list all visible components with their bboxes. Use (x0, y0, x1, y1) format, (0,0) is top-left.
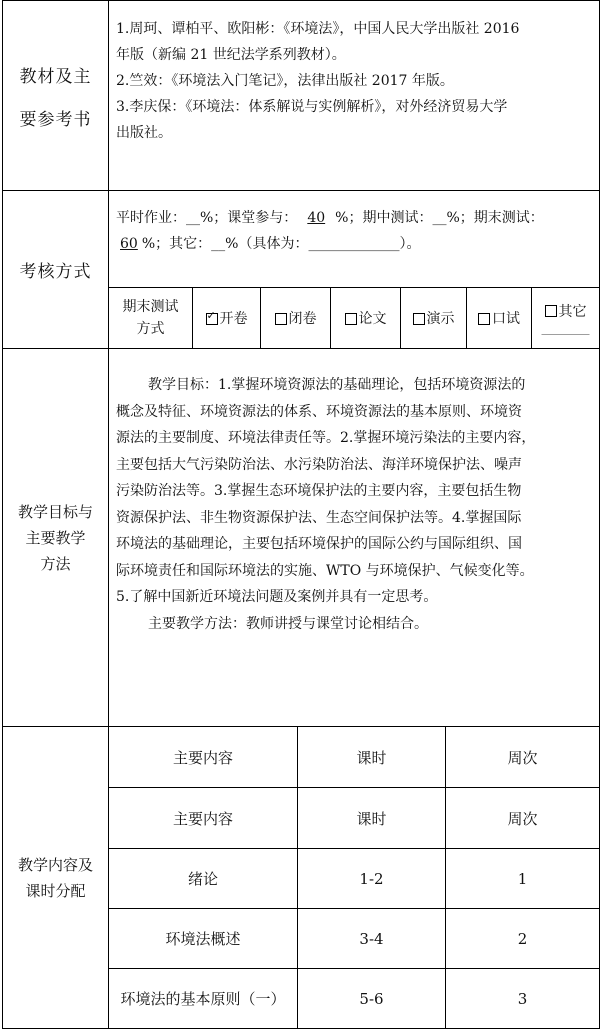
other-value: __ (211, 236, 226, 252)
textbooks-label (3, 1, 108, 190)
schedule-label-line: 教学内容及 (17, 855, 93, 874)
option-label: 开卷 (219, 311, 248, 327)
option-closed-book[interactable] (261, 288, 330, 348)
teaching-methods: 主要教学方法：教师讲授与课堂讨论相结合。 (148, 615, 428, 632)
cell-text: 2 (517, 929, 528, 948)
checkbox-icon[interactable] (478, 313, 490, 325)
border-bottom (2, 1028, 600, 1029)
table-cell-week (446, 909, 599, 968)
participation-value: 40 (307, 210, 326, 226)
objectives-text (116, 372, 598, 637)
assessment-label-text: 考核方式 (19, 262, 92, 282)
objectives-label-line: 教学目标与 (17, 502, 93, 521)
cell-text: 课时 (356, 809, 387, 828)
final-exam-format-line: 方式 (136, 321, 165, 337)
cell-text: 周次 (507, 809, 538, 828)
option-presentation[interactable] (401, 288, 466, 348)
header-content-text: 主要内容 (172, 748, 233, 767)
checkbox-icon[interactable] (413, 313, 425, 325)
cell-text: 5-6 (359, 989, 384, 1008)
table-cell-week (446, 849, 599, 908)
cell-text: 1-2 (359, 869, 384, 888)
final-label: %；期末测试： (446, 210, 544, 226)
checkbox-icon[interactable] (345, 313, 357, 325)
schedule-header-content (109, 727, 297, 787)
objective-line: 污染防治法等。3.掌握生态环境保护法的主要内容，主要包括生物 (116, 483, 522, 499)
participation-label: %；课堂参与： (200, 210, 298, 226)
assessment-line-2 (116, 231, 596, 257)
assessment-label (3, 191, 108, 348)
cell-text: 环境法概述 (165, 930, 241, 948)
textbooks-label-line: 要参考书 (19, 109, 92, 130)
option-label: 演示 (426, 311, 455, 327)
checkbox-checked-icon[interactable] (206, 313, 218, 325)
textbook-item: 年版（新编 21 世纪法学系列教材）。 (116, 47, 346, 63)
other-label: %；其它： (141, 236, 212, 252)
textbook-item: 出版社。 (116, 125, 172, 141)
objectives-label-line: 方法 (40, 554, 71, 573)
assessment-weights (116, 205, 596, 257)
final-exam-format-label (109, 288, 192, 348)
homework-value: __ (186, 210, 200, 226)
cell-text: 环境法的基本原则（一） (120, 990, 286, 1008)
option-label: 其它 (558, 304, 587, 320)
option-open-book[interactable] (193, 288, 260, 348)
header-week-text: 周次 (507, 748, 538, 767)
objective-line: 5.了解中国新近环境法问题及案例并具有一定思考。 (116, 589, 438, 605)
textbook-item: 3.李庆保：《环境法：体系解说与实例解析》，对外经济贸易大学 (116, 99, 508, 115)
option-label: 论文 (358, 311, 387, 327)
border-right (599, 0, 600, 1029)
table-cell-content (109, 788, 297, 848)
other-specify-close: ）。 (399, 236, 421, 252)
checkbox-icon[interactable] (545, 305, 557, 317)
midterm-value: __ (432, 210, 447, 226)
option-paper[interactable] (331, 288, 400, 348)
schedule-header-hours (298, 727, 445, 787)
table-cell-week (446, 788, 599, 848)
option-label: 口试 (492, 311, 520, 327)
option-label: 闭卷 (288, 311, 317, 327)
table-cell-content (109, 909, 297, 968)
table-cell-hours (298, 909, 445, 968)
objective-line: 环境法的基础理论，主要包括环境保护的国际公约与国际组织、国 (116, 536, 522, 552)
table-cell-content (109, 849, 297, 908)
objective-line: 教学目标：1.掌握环境资源法的基础理论，包括环境资源法的 (148, 377, 526, 393)
cell-text: 3-4 (359, 929, 384, 948)
objective-line: 源法的主要制度、环境法律责任等。2.掌握环境污染法的主要内容， (116, 430, 536, 446)
schedule-label-line: 课时分配 (25, 881, 86, 900)
textbooks-label-line: 教材及主 (19, 66, 92, 87)
final-value: 60 (120, 236, 138, 252)
final-exam-format-line: 期末测试 (122, 299, 179, 315)
header-hours-text: 课时 (356, 748, 387, 767)
assessment-line-1 (116, 205, 596, 231)
homework-label: 平时作业： (116, 210, 186, 226)
other-specify-value: _____________ (308, 236, 400, 252)
schedule-label (3, 727, 108, 1028)
objective-line: 概念及特征、环境资源法的体系、环境资源法的基本原则、环境资 (116, 403, 522, 420)
option-other[interactable] (532, 288, 599, 348)
option-other-blank: ________ (541, 321, 590, 335)
objectives-label-line: 主要教学 (25, 528, 86, 547)
cell-text: 绪论 (187, 870, 218, 888)
schedule-header-week (446, 727, 599, 787)
cell-text: 3 (517, 989, 528, 1008)
textbooks-list (116, 16, 596, 146)
table-cell-hours (298, 969, 445, 1028)
option-oral[interactable] (467, 288, 531, 348)
textbook-item: 2.竺效：《环境法入门笔记》，法律出版社 2017 年版。 (116, 73, 454, 89)
objective-line: 际环境责任和国际环境法的实施、WTO 与环境保护、气候变化等。 (116, 562, 534, 579)
midterm-label: %；期中测试： (335, 210, 433, 226)
objective-line: 资源保护法、非生物资源保护法、生态空间保护法等。4.掌握国际 (116, 509, 522, 526)
table-cell-content (109, 969, 297, 1028)
textbook-item: 1.周珂、谭柏平、欧阳彬：《环境法》，中国人民大学出版社 2016 (116, 21, 520, 37)
objectives-label (3, 349, 108, 726)
table-cell-hours (298, 849, 445, 908)
table-cell-hours (298, 788, 445, 848)
objective-line: 主要包括大气污染防治法、水污染防治法、海洋环境保护法、噪声 (116, 456, 522, 473)
checkbox-icon[interactable] (275, 313, 287, 325)
cell-text: 主要内容 (172, 809, 233, 828)
table-cell-week (446, 969, 599, 1028)
cell-text: 1 (517, 869, 528, 888)
other-specify-label: %（具体为： (225, 236, 309, 252)
